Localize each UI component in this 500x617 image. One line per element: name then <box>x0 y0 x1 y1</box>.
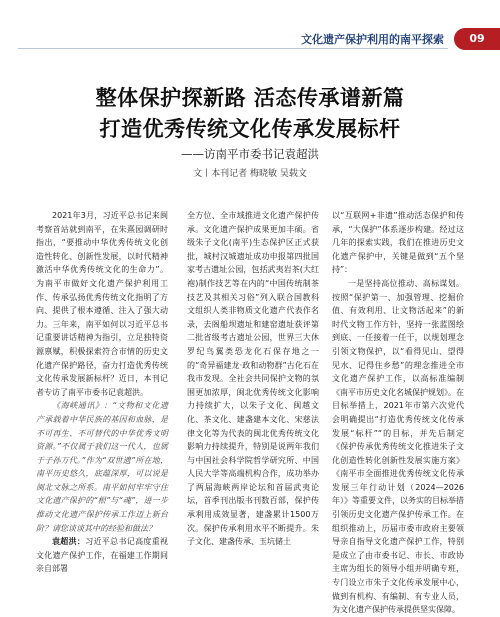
text-column-3 <box>332 209 464 615</box>
page-header <box>0 28 500 50</box>
text-column-2 <box>187 209 319 546</box>
intro-paragraph: 2021年3月，习近平总书记来闽考察首站就到南平，在朱熹园调研时指出，“要推动中华优秀传统文化创造性转化、创新性发展，以时代精神激活中华优秀传统文化的生命力”。为南平市做好文化遗产保护利用工作、传承弘扬优秀传统文化指明了方向、提供了根本遵循、注入了强大动力。三年来，南平如何以习近平总书记重要讲话精神为指引，立足独特资源禀赋，积极探索符合市情的历史文化遗产保护路径，奋力打造优秀传统文化传承发展新标杆？近日，本刊记者专访了南平市委书记袁超洪。 <box>36 211 168 397</box>
section-paragraph: 一是坚持高位推动、高标谋划。按照“保护第一、加强管理、挖掘价值、有效利用、让文物活起来”的新时代文物工作方针，坚持一张蓝图绘到底、一任接着一任干，以规划理念引领文物保护，以“看得见山、望得见水、记得住乡愁”的理念推进全市文化遗产保护工作，以高标准编制《南平市历史文化名城保护规划》。在目标举措上，2021年市第六次党代会明确提出“打造优秀传统文化传承发展“标杆”“的目标，并先后制定《保护传承优秀传统文化推进朱子文化创造性转化创新性发展实施方案》《南平市全面推进优秀传统文化传承发展三年行动计划（2024—2026年）》等重要文件，以务实的目标举措引领历史文化遗产保护传承工作。在组织推动上，历届市委市政府主要领导亲自指导文化遗产保护工作，特别是成立了由市委书记、市长、市政协主席为组长的领导小组并明确专班，专门设立市朱子文化传承发展中心，做到有机构、有编制、有专业人员，为文化遗产保护传承提供坚实保障。 <box>332 278 464 615</box>
section-title: 文化遗产保护利用的南平探索 <box>301 33 444 46</box>
article-subtitle: ——访南平市委书记袁超洪 <box>181 147 319 161</box>
body-paragraph: 全方位、全市域推进文化遗产保护传承。文化遗产保护成果更加丰硕。省级朱子文化(南平)生态保护区正式获批，城村汉城遗址成功申报第四批国家考古遗址公园，包括武夷岩茶(大红袍)制作技艺等在内的“中国传统制茶技艺及其相关习俗”列入联合国教科文组织人类非物质文化遗产代表作名录，去阁船坝遗址和建窑遗址获评第二批省级考古遗址公园，世界三大休罗纪鸟翼类恐龙化石保存地之一的“奇异福建龙·政和动物群”古化石在我市发现。全社会共同保护文物的氛围更加浓厚，闽北优秀传统文化影响力持续扩大，以朱子文化、闽越文化、茶文化、建盏建本文化、宋慈法律文化等为代表的闽北优秀传统文化影响力持续提升，特别是说两年我们与中国社会科学院哲学研究所、中国人民大学等高端机构合作，成功举办了两届海峡两岸论坛和首届武夷论坛，首季刊出版书刊数百部，保护传承利用成效显著，建盏累计1500万次。保护传承利用水平不断提升。朱子文化、建盏传承、玉坑储土 <box>187 211 319 547</box>
answer-speaker: 袁超洪： <box>52 537 86 547</box>
article-title-line-2: 打造优秀传统文化传承发展标杆 <box>99 117 401 141</box>
header-rule <box>18 48 448 49</box>
body-paragraph: 以“互联网+非遗”推动活态保护和传承，“大保护”体系逐步构建。经过这几年的探索实践，我们在推进历史文化遗产保护中，关键是做到“五个坚持”： <box>332 211 464 275</box>
interview-answer <box>36 535 168 576</box>
article-title-line-1: 整体保护探新路 活态传承谱新篇 <box>95 86 405 110</box>
interview-question: 《海峡通讯》：“文物和文化遗产承载着中华民族的基因和血脉，是不可再生、不可替代的中华优秀文明资源。”不仅属于我们这一代人，也属于子孙万代。”作为“双世遗”所在地，南平历史悠久，底蕴深厚，可以说是闽北文脉之所系。南平如何牢牢守住文化遗产保护的“根”与“魂”，进一步推动文化遗产保护传承工作迈上新台阶？请您谈谈其中的经验和做法？ <box>36 401 168 533</box>
text-column-1 <box>36 209 169 574</box>
article-byline: 文丨本刊记者 梅晓敏 吴载文 <box>193 169 307 179</box>
page-number-badge: 09 <box>454 28 500 50</box>
answer-text: 习近平总书记高度重视文化遗产保护工作，在福建工作期间亲自部署 <box>36 537 169 574</box>
